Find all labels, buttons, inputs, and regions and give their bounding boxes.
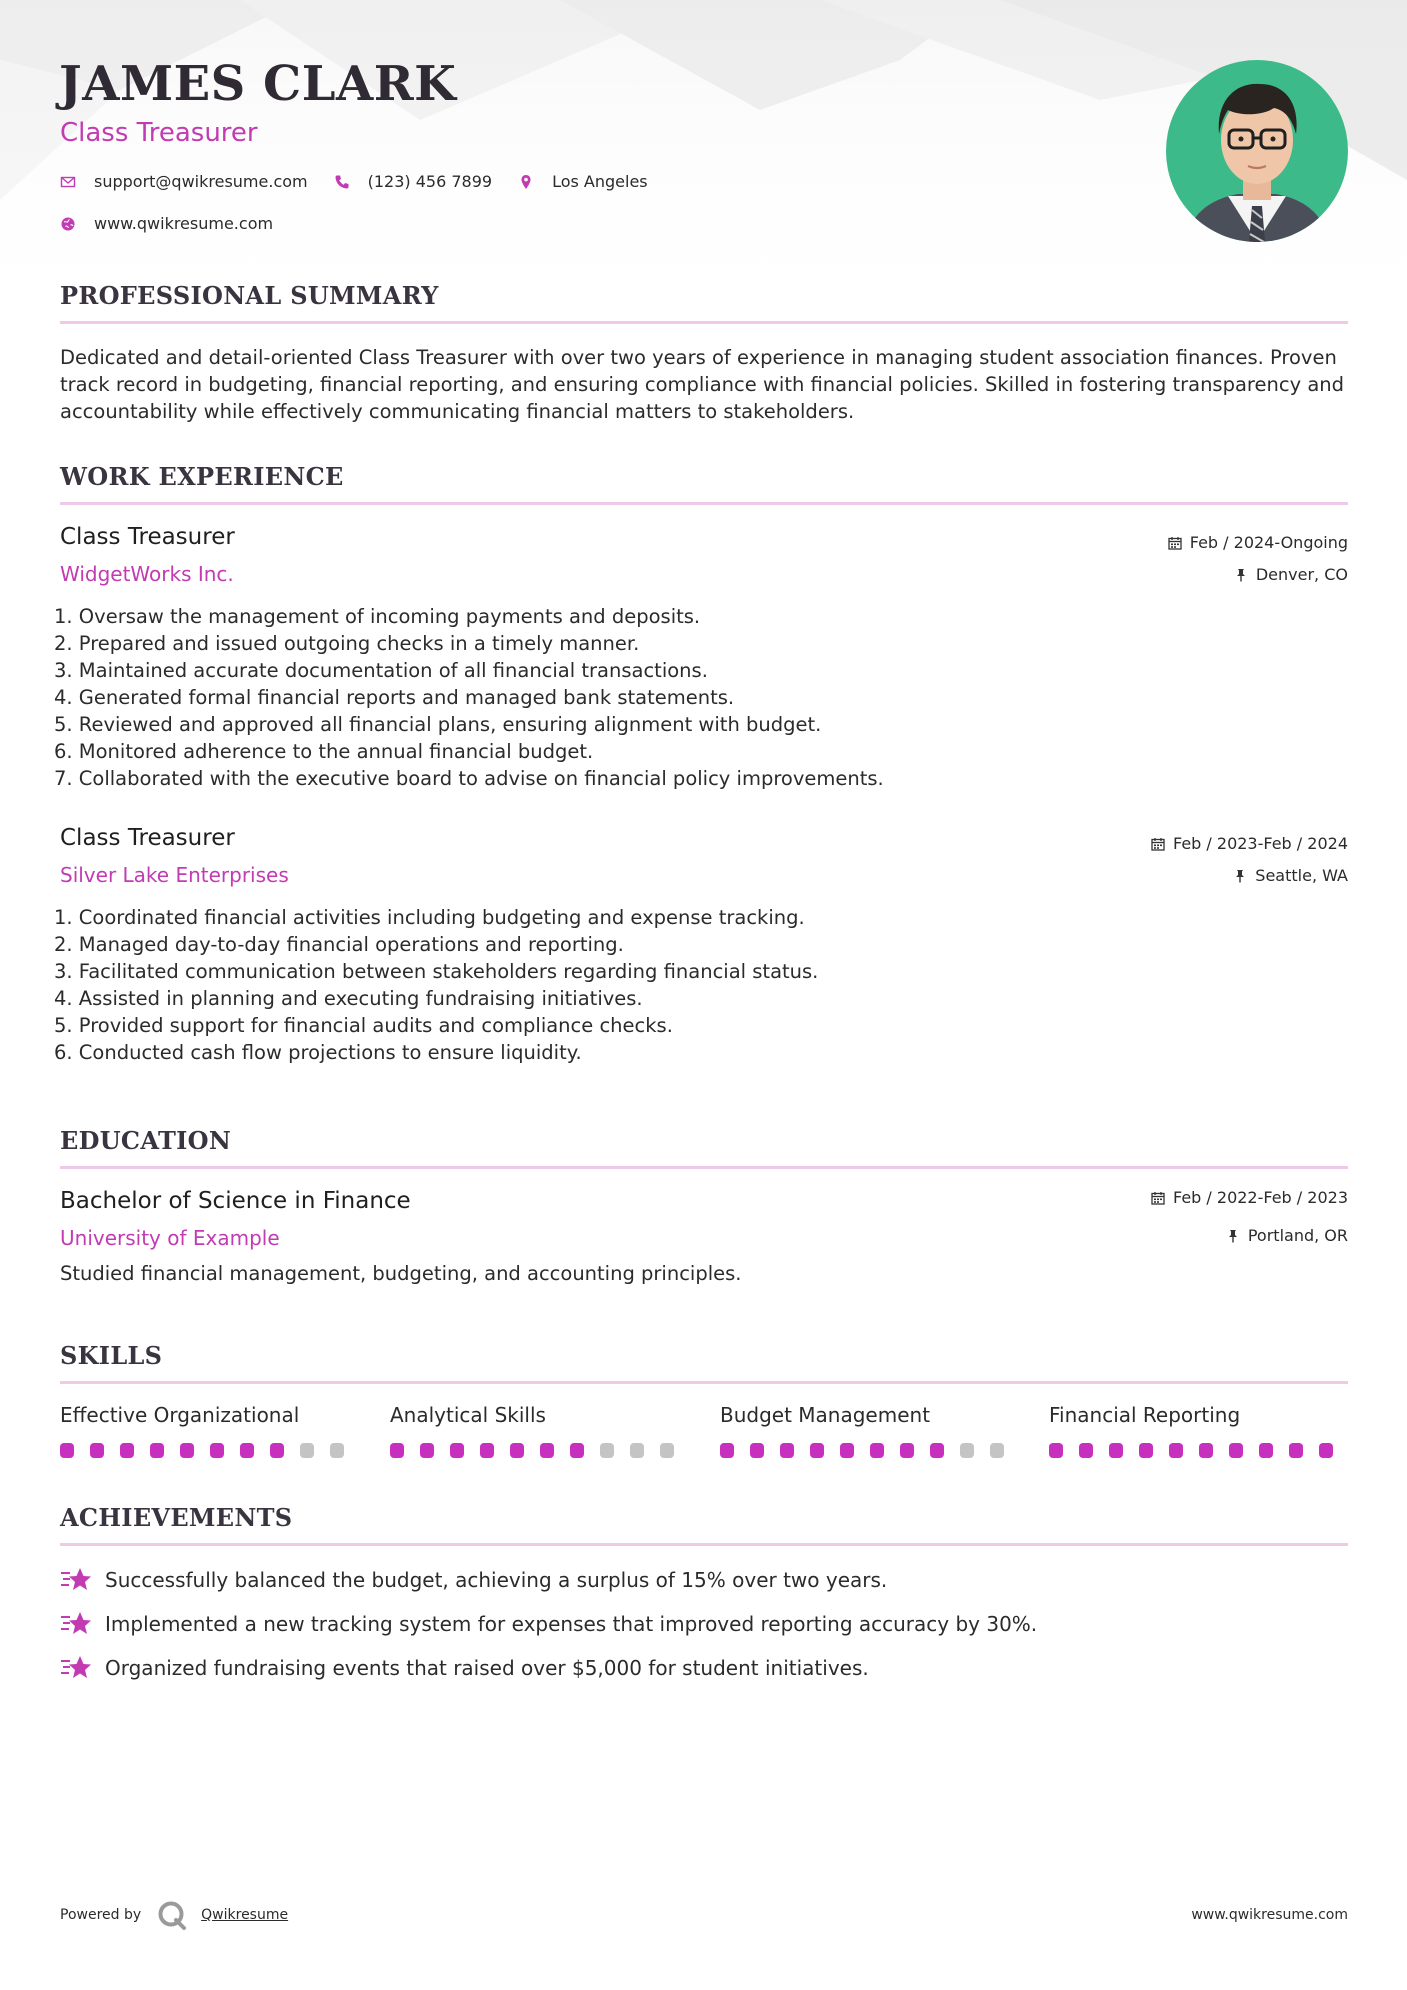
education-dates-text: Feb / 2022-Feb / 2023 — [1173, 1188, 1348, 1207]
star-icon — [60, 1654, 92, 1682]
candidate-role: Class Treasurer — [60, 118, 258, 148]
job-bullets — [54, 904, 1344, 1066]
skill-dot-filled — [270, 1443, 284, 1458]
job-title: Class Treasurer — [60, 825, 235, 851]
summary-text: Dedicated and detail-oriented Class Treasurer with over two years of experience in managing student association finances. Proven track record in budgeting, financial reporting, and ensuring compliance with financial policies. Skilled in fostering transparency and accountability while effectively communicating financial matters to stakeholders. — [60, 346, 1345, 423]
skill-dot-empty — [300, 1443, 314, 1458]
job-dates — [1151, 834, 1348, 853]
footer-powered-by — [60, 1900, 288, 1930]
skill-dot-filled — [780, 1443, 794, 1458]
list-item: 6. Monitored adherence to the annual financial budget. — [54, 740, 594, 763]
skill-name: Budget Management — [720, 1403, 931, 1427]
skill-dot-empty — [600, 1443, 614, 1458]
profile-photo — [1166, 60, 1348, 242]
candidate-name: JAMES CLARK — [59, 56, 457, 112]
education-dates — [1151, 1188, 1348, 1207]
education-location-text: Portland, OR — [1247, 1226, 1348, 1245]
section-divider — [60, 1381, 1348, 1384]
skill-dot-empty — [660, 1443, 674, 1458]
list-item: 2. Managed day-to-day financial operations and reporting. — [54, 933, 624, 956]
contact-location — [518, 172, 648, 191]
footer-website[interactable]: www.qwikresume.com — [1191, 1907, 1348, 1923]
section-divider — [60, 1166, 1348, 1169]
job-company: WidgetWorks Inc. — [60, 562, 234, 586]
phone-text: (123) 456 7899 — [367, 172, 493, 191]
globe-icon — [60, 216, 76, 232]
list-item: 2. Prepared and issued outgoing checks in a timely manner. — [54, 632, 640, 655]
job-title: Class Treasurer — [60, 524, 235, 550]
skill-dot-filled — [840, 1443, 854, 1458]
section-divider — [60, 1543, 1348, 1546]
skill-name: Analytical Skills — [390, 1403, 546, 1427]
skill-dot-filled — [450, 1443, 464, 1458]
section-divider — [60, 502, 1348, 505]
skill-dot-filled — [900, 1443, 914, 1458]
powered-by-label: Powered by — [60, 1907, 142, 1923]
achievement-item — [60, 1566, 887, 1594]
brand-link[interactable]: Qwikresume — [201, 1907, 289, 1923]
skill-rating — [390, 1443, 690, 1458]
skill-item — [60, 1403, 360, 1458]
list-item: 6. Conducted cash flow projections to ensure liquidity. — [54, 1041, 582, 1064]
skill-dot-filled — [180, 1443, 194, 1458]
achievement-item — [60, 1654, 869, 1682]
skill-dot-filled — [90, 1443, 104, 1458]
skill-dot-empty — [630, 1443, 644, 1458]
skill-item — [1049, 1403, 1349, 1458]
contact-row-website — [60, 214, 299, 233]
skill-dot-filled — [510, 1443, 524, 1458]
list-item: 7. Collaborated with the executive board to advise on financial policy improvements. — [54, 767, 884, 790]
skill-dot-filled — [1259, 1443, 1273, 1458]
list-item: 1. Oversaw the management of incoming payments and deposits. — [54, 605, 701, 628]
skill-rating — [720, 1443, 1020, 1458]
pushpin-icon — [1234, 568, 1248, 582]
list-item: 5. Reviewed and approved all financial plans, ensuring alignment with budget. — [54, 713, 822, 736]
qwikresume-logo-icon — [157, 1900, 187, 1930]
list-item: 4. Assisted in planning and executing fundraising initiatives. — [54, 987, 643, 1010]
skill-dot-empty — [330, 1443, 344, 1458]
skill-dot-filled — [930, 1443, 944, 1458]
envelope-icon — [60, 174, 76, 190]
skill-name: Effective Organizational — [60, 1403, 300, 1427]
skill-dot-filled — [570, 1443, 584, 1458]
skill-dot-filled — [540, 1443, 554, 1458]
skill-dot-filled — [810, 1443, 824, 1458]
list-item: 4. Generated formal financial reports and managed bank statements. — [54, 686, 735, 709]
skill-dot-filled — [1229, 1443, 1243, 1458]
location-text: Los Angeles — [552, 172, 648, 191]
skill-dot-filled — [1079, 1443, 1093, 1458]
skill-dot-filled — [120, 1443, 134, 1458]
list-item: 5. Provided support for financial audits and compliance checks. — [54, 1014, 673, 1037]
skill-dot-filled — [240, 1443, 254, 1458]
skill-dot-filled — [1109, 1443, 1123, 1458]
contact-email[interactable] — [60, 172, 308, 191]
job-dates-text: Feb / 2023-Feb / 2024 — [1173, 834, 1348, 853]
skill-dot-filled — [420, 1443, 434, 1458]
job-dates — [1168, 533, 1348, 552]
achievement-item — [60, 1610, 1037, 1638]
star-icon — [60, 1610, 92, 1638]
list-item: 3. Maintained accurate documentation of all financial transactions. — [54, 659, 708, 682]
contact-row — [60, 172, 674, 191]
calendar-icon — [1151, 1191, 1165, 1205]
job-location — [1233, 866, 1348, 885]
map-pin-icon — [518, 174, 534, 190]
contact-website[interactable] — [60, 214, 273, 233]
skill-dot-filled — [1049, 1443, 1063, 1458]
skill-dot-filled — [750, 1443, 764, 1458]
skill-item — [720, 1403, 1020, 1458]
calendar-icon — [1168, 536, 1182, 550]
degree-title: Bachelor of Science in Finance — [60, 1188, 411, 1214]
achievement-text: Successfully balanced the budget, achieving a surplus of 15% over two years. — [105, 1568, 888, 1592]
section-title-achievements: ACHIEVEMENTS — [60, 1503, 293, 1532]
skill-dot-filled — [1139, 1443, 1153, 1458]
section-title-summary: PROFESSIONAL SUMMARY — [60, 281, 439, 310]
skill-dot-filled — [390, 1443, 404, 1458]
section-title-experience: WORK EXPERIENCE — [60, 462, 344, 491]
achievement-text: Implemented a new tracking system for expenses that improved reporting accuracy by 30%. — [105, 1612, 1038, 1636]
skill-dot-filled — [1199, 1443, 1213, 1458]
list-item: 1. Coordinated financial activities including budgeting and expense tracking. — [54, 906, 805, 929]
section-divider — [60, 321, 1348, 324]
education-description: Studied financial management, budgeting, and accounting principles. — [60, 1262, 742, 1285]
skill-dot-filled — [60, 1443, 74, 1458]
skill-dot-filled — [720, 1443, 734, 1458]
email-text: support@qwikresume.com — [94, 172, 308, 191]
job-bullets — [54, 603, 1344, 792]
skill-dot-empty — [990, 1443, 1004, 1458]
pushpin-icon — [1226, 1229, 1240, 1243]
skill-rating — [1049, 1443, 1349, 1458]
section-title-skills: SKILLS — [60, 1341, 163, 1370]
skill-dot-filled — [150, 1443, 164, 1458]
skill-dot-filled — [480, 1443, 494, 1458]
job-location — [1234, 565, 1348, 584]
job-dates-text: Feb / 2024-Ongoing — [1189, 533, 1348, 552]
skill-rating — [60, 1443, 360, 1458]
skill-dot-filled — [870, 1443, 884, 1458]
skill-dot-filled — [1289, 1443, 1303, 1458]
achievement-text: Organized fundraising events that raised over $5,000 for student initiatives. — [105, 1656, 869, 1680]
education-location — [1226, 1226, 1348, 1245]
skill-dot-empty — [960, 1443, 974, 1458]
skill-dot-filled — [1319, 1443, 1333, 1458]
job-location-text: Denver, CO — [1255, 565, 1348, 584]
skill-dot-filled — [1169, 1443, 1183, 1458]
skill-dot-filled — [210, 1443, 224, 1458]
section-title-education: EDUCATION — [60, 1126, 232, 1155]
website-text: www.qwikresume.com — [94, 214, 274, 233]
job-company: Silver Lake Enterprises — [60, 863, 289, 887]
star-icon — [60, 1566, 92, 1594]
phone-icon — [334, 174, 350, 190]
list-item: 3. Facilitated communication between stakeholders regarding financial status. — [54, 960, 819, 983]
school-name: University of Example — [60, 1226, 280, 1250]
calendar-icon — [1151, 837, 1165, 851]
skill-name: Financial Reporting — [1049, 1403, 1241, 1427]
job-location-text: Seattle, WA — [1255, 866, 1348, 885]
skill-item — [390, 1403, 690, 1458]
pushpin-icon — [1233, 869, 1247, 883]
contact-phone[interactable] — [334, 172, 492, 191]
